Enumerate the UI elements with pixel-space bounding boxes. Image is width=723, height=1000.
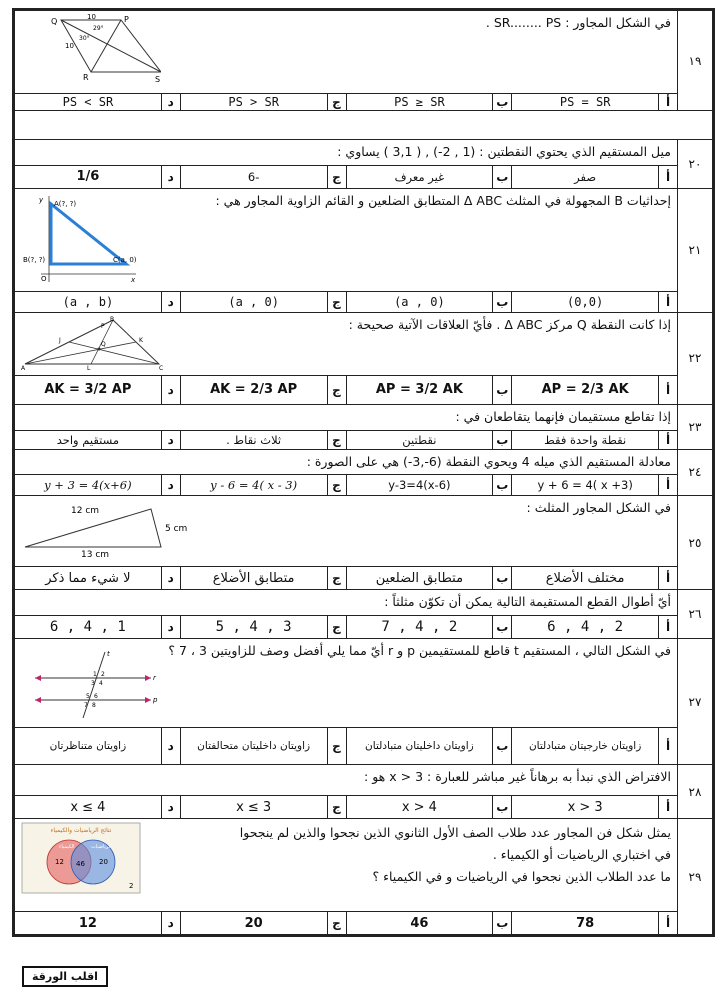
angle-label-4: 4 (99, 680, 103, 687)
label-p: P (101, 322, 105, 330)
option-value: نقطة واحدة فقط (544, 432, 627, 447)
question-22 (15, 312, 713, 404)
option-c[interactable] (180, 567, 346, 589)
option-letter: ج (327, 166, 346, 188)
question-number: ٢٧ (678, 639, 713, 765)
option-letter: ج (327, 728, 346, 764)
label-y: y (39, 195, 44, 204)
option-letter: ج (327, 475, 346, 495)
option-d[interactable] (15, 728, 180, 764)
label-p: p (153, 696, 158, 704)
label-angle-29: 29° (93, 25, 104, 32)
angle-label-8: 8 (92, 702, 96, 709)
option-d[interactable] (15, 292, 180, 312)
option-letter: ب (492, 166, 511, 188)
option-d[interactable] (15, 475, 180, 495)
option-value: نقطتين (402, 432, 437, 447)
option-value: 12 (78, 915, 97, 931)
option-b[interactable] (346, 376, 512, 404)
centroid-triangle-figure (21, 316, 171, 374)
option-b[interactable] (346, 475, 512, 495)
label-10-top: 10 (87, 14, 96, 21)
question-number: ٢٦ (678, 590, 713, 639)
option-value: (a , b) (62, 294, 114, 309)
option-value: PS < SR (62, 95, 114, 109)
option-letter: ب (492, 475, 511, 495)
option-a[interactable] (511, 431, 677, 449)
option-b[interactable] (346, 616, 512, 638)
option-letter: أ (658, 567, 677, 589)
angle-label-2: 2 (101, 671, 105, 678)
option-letter: أ (658, 376, 677, 404)
option-value: 3 , 4 , 5 (215, 619, 292, 635)
option-value: y + 3 = 4(x+6) (44, 478, 132, 493)
option-letter: أ (658, 475, 677, 495)
option-value: 78 (576, 915, 595, 931)
parallelogram-figure (21, 14, 161, 88)
option-a[interactable] (511, 166, 677, 188)
venn-diagram-figure (21, 822, 141, 898)
question-number: ٢٢ (678, 312, 713, 404)
label-r: r (153, 674, 156, 682)
options-row (15, 165, 677, 188)
option-letter: ج (327, 431, 346, 449)
options-row (15, 566, 677, 589)
option-value: مستقيم واحد (56, 432, 120, 447)
right-triangle-figure (21, 194, 141, 288)
label-12cm: 12 cm (71, 506, 100, 517)
question-21 (15, 188, 713, 312)
options-row (15, 615, 677, 638)
option-letter: د (161, 728, 180, 764)
option-value: x ≤ 4 (70, 799, 106, 815)
option-value: 2 , 4 , 6 (547, 619, 624, 635)
option-value: AK = 2/3 AP (210, 382, 298, 398)
option-letter: ج (327, 292, 346, 312)
question-number: ٢٤ (678, 449, 713, 496)
label-r: R (83, 73, 89, 82)
option-letter: د (161, 292, 180, 312)
question-24 (15, 449, 713, 496)
option-letter: أ (658, 292, 677, 312)
label-q: Q (101, 340, 106, 348)
options-row (15, 474, 677, 495)
option-b[interactable] (346, 796, 512, 818)
option-letter: د (161, 94, 180, 110)
option-letter: ج (327, 796, 346, 818)
option-letter: ب (492, 567, 511, 589)
question-line: يمثل شكل فن المجاور عدد طلاب الصف الأول الثانوي الذين نجحوا والذين لم ينجحوا (239, 825, 671, 840)
scalene-triangle-figure (21, 499, 201, 563)
question-text: إذا تقاطع مستقيمان فإنهما يتقاطعان في : (455, 408, 671, 424)
options-row (15, 430, 677, 449)
question-number: ٢٣ (678, 404, 713, 449)
label-angle-30: 30° (79, 35, 90, 42)
option-a[interactable] (511, 912, 677, 934)
question-19 (15, 11, 713, 111)
question-text: في الشكل المجاور المثلث : (526, 500, 671, 516)
option-value: 1/6 (76, 169, 100, 185)
options-row (15, 795, 677, 818)
question-number: ٢٨ (678, 765, 713, 819)
question-text: معادلة المستقيم الذي ميله 4 ويحوي النقطة (6-,3-) هي على الصورة : (306, 453, 671, 469)
option-b[interactable] (346, 912, 512, 934)
section-spacer (15, 111, 713, 140)
venn-only-math: 20 (99, 858, 108, 866)
option-letter: ب (492, 292, 511, 312)
question-text: في الشكل المجاور : SR........ PS . (485, 15, 671, 30)
option-value: 2 , 4 , 7 (381, 619, 458, 635)
option-value: -6 (247, 169, 260, 184)
question-text: ميل المستقيم الذي يحتوي النقطتين : (1 , 2-) , ( 3,1 ) يساوي : (337, 144, 671, 159)
option-letter: أ (658, 166, 677, 188)
option-value: AP = 3/2 AK (375, 382, 463, 398)
question-number: ٢٠ (678, 140, 713, 189)
options-row (15, 375, 677, 404)
turn-page-label: اقلب الورقة (22, 966, 108, 987)
option-letter: ج (327, 376, 346, 404)
option-letter: أ (658, 94, 677, 110)
option-value: x > 4 (401, 799, 437, 815)
label-b: B (110, 315, 115, 323)
question-29 (15, 819, 713, 935)
options-row (15, 911, 677, 934)
options-row (15, 93, 677, 110)
option-value: متطابق الأضلاع (212, 570, 295, 586)
question-text: الافتراض الذي نبدأ به برهاناً غير مباشر للعبارة : 3 < x هو : (364, 769, 671, 784)
option-value: x > 3 (567, 799, 603, 815)
question-27 (15, 639, 713, 765)
option-b[interactable] (346, 431, 512, 449)
label-s: S (155, 75, 161, 84)
option-letter: ب (492, 376, 511, 404)
option-value: صفر (574, 169, 597, 184)
option-letter: ب (492, 616, 511, 638)
question-28 (15, 765, 713, 819)
option-c[interactable] (180, 431, 346, 449)
option-a[interactable] (511, 567, 677, 589)
question-number: ٢٩ (678, 819, 713, 935)
option-value: غير معرف (394, 169, 445, 184)
option-letter: ج (327, 616, 346, 638)
option-letter: د (161, 376, 180, 404)
label-o: O (41, 274, 47, 283)
option-letter: ب (492, 728, 511, 764)
option-letter: د (161, 431, 180, 449)
label-c: C (159, 364, 164, 370)
option-letter: ب (492, 94, 511, 110)
option-letter: أ (658, 796, 677, 818)
option-value: زاويتان خارجيتان متبادلتان (528, 740, 642, 752)
option-b[interactable] (346, 94, 512, 110)
option-value: 46 (410, 915, 429, 931)
option-value: PS = SR (559, 95, 611, 109)
option-value: زاويتان داخليتان متحالفتان (197, 740, 311, 752)
option-value: y + 6 = 4( x +3) (537, 478, 633, 493)
question-line: في اختباري الرياضيات أو الكيمياء . (492, 846, 671, 862)
exam-sheet (12, 8, 715, 937)
option-letter: أ (658, 912, 677, 934)
option-value: x ≤ 3 (236, 799, 272, 815)
option-letter: ج (327, 94, 346, 110)
label-t: t (107, 650, 110, 658)
transversal-figure (21, 648, 161, 724)
option-letter: ب (492, 912, 511, 934)
option-value: 20 (244, 915, 263, 931)
label-p: P (124, 15, 129, 24)
venn-both: 46 (76, 860, 85, 868)
option-value: مختلف الأضلاع (545, 570, 625, 586)
options-row (15, 291, 677, 312)
option-value: (a , 0) (228, 294, 279, 309)
set-label-math: الرياضيات (91, 844, 112, 850)
option-c[interactable] (180, 376, 346, 404)
option-value: y - 6 = 4( x - 3) (210, 478, 298, 493)
option-letter: د (161, 912, 180, 934)
option-letter: ب (492, 796, 511, 818)
option-a[interactable] (511, 796, 677, 818)
option-letter: د (161, 567, 180, 589)
angle-label-1: 1 (93, 671, 97, 678)
option-d[interactable] (15, 431, 180, 449)
option-d[interactable] (15, 166, 180, 188)
option-letter: د (161, 616, 180, 638)
option-letter: ج (327, 912, 346, 934)
option-value: PS ≥ SR (394, 95, 445, 109)
question-text: أيّ أطوال القطع المستقيمة التالية يمكن أن تكوّن مثلثاً : (384, 594, 671, 610)
option-a[interactable] (511, 376, 677, 404)
label-l: L (87, 364, 91, 370)
option-a[interactable] (511, 475, 677, 495)
question-line: ما عدد الطلاب الذين نجحوا في الرياضيات و في الكيمياء ؟ (372, 868, 671, 884)
label-k: K (139, 336, 143, 344)
angle-label-5: 5 (86, 693, 90, 700)
option-value: 1 , 4 , 6 (49, 619, 126, 635)
label-5cm: 5 cm (165, 524, 188, 535)
venn-title: نتائج الرياضيات والكيمياء (50, 827, 112, 834)
option-a[interactable] (511, 292, 677, 312)
option-letter: ج (327, 567, 346, 589)
option-d[interactable] (15, 376, 180, 404)
angle-label-3: 3 (91, 680, 95, 687)
set-label-chemistry: الكيمياء (59, 844, 75, 850)
option-value: لا شيء مما ذكر (45, 570, 131, 586)
label-j: J (59, 336, 61, 344)
option-value: ثلاث نقاط . (226, 432, 282, 447)
question-text: إحداثيات B المجهولة في المثلث Δ ABC المتطابق الضلعين و القائم الزاوية المجاور هي : (215, 192, 671, 208)
question-number: ٢٥ (678, 496, 713, 590)
question-number: ٢١ (678, 188, 713, 312)
option-value: متطابق الضلعين (375, 570, 464, 586)
option-b[interactable] (346, 166, 512, 188)
label-b: B(?, ?) (23, 255, 46, 264)
option-d[interactable] (15, 567, 180, 589)
question-25 (15, 496, 713, 590)
option-letter: أ (658, 728, 677, 764)
option-value: PS > SR (228, 95, 279, 109)
option-value: AP = 2/3 AK (541, 382, 629, 398)
question-20 (15, 140, 713, 189)
option-letter: أ (658, 431, 677, 449)
option-a[interactable] (511, 616, 677, 638)
question-text (240, 822, 671, 888)
option-d[interactable] (15, 616, 180, 638)
label-c: C(a, 0) (113, 255, 137, 264)
options-row (15, 727, 677, 764)
question-text: في الشكل التالي ، المستقيم t قاطع للمستقيمين p و r أيّ مما يلي أفضل وصف للزاويتين 3 ، 7 ؟ (168, 643, 671, 658)
option-letter: أ (658, 616, 677, 638)
option-letter: د (161, 796, 180, 818)
option-c[interactable] (180, 166, 346, 188)
angle-label-7: 7 (84, 702, 88, 709)
label-q: Q (51, 17, 58, 26)
option-value: y-3=4(x-6) (388, 478, 451, 493)
option-value: زاويتان داخليتان متبادلتان (365, 740, 474, 752)
label-x: x (131, 275, 136, 284)
option-value: (0 , a) (394, 294, 445, 309)
label-a: A (21, 364, 26, 370)
label-a: A(?, ?) (54, 199, 77, 208)
question-number: ١٩ (678, 11, 713, 111)
option-c[interactable] (180, 728, 346, 764)
option-c[interactable] (180, 292, 346, 312)
option-a[interactable] (511, 94, 677, 110)
option-c[interactable] (180, 475, 346, 495)
option-value: AK = 3/2 AP (44, 382, 132, 398)
venn-only-chemistry: 12 (55, 858, 64, 866)
option-value: (0,0) (567, 294, 604, 309)
option-d[interactable] (15, 94, 180, 110)
option-c[interactable] (180, 616, 346, 638)
option-b[interactable] (346, 567, 512, 589)
option-letter: د (161, 475, 180, 495)
option-d[interactable] (15, 796, 180, 818)
angle-label-6: 6 (94, 693, 98, 700)
option-b[interactable] (346, 292, 512, 312)
question-26 (15, 590, 713, 639)
option-letter: ب (492, 431, 511, 449)
label-10-side: 10 (65, 42, 74, 50)
venn-outside: 2 (129, 882, 134, 890)
option-c[interactable] (180, 94, 346, 110)
question-23 (15, 404, 713, 449)
option-letter: د (161, 166, 180, 188)
question-text: إذا كانت النقطة Q مركز Δ ABC . فأيّ العلاقات الآتية صحيحة : (348, 316, 671, 332)
option-c[interactable] (180, 796, 346, 818)
option-value: زاويتان متناظرتان (49, 740, 127, 752)
option-b[interactable] (346, 728, 512, 764)
option-d[interactable] (15, 912, 180, 934)
option-a[interactable] (511, 728, 677, 764)
label-13cm: 13 cm (81, 550, 110, 560)
option-c[interactable] (180, 912, 346, 934)
